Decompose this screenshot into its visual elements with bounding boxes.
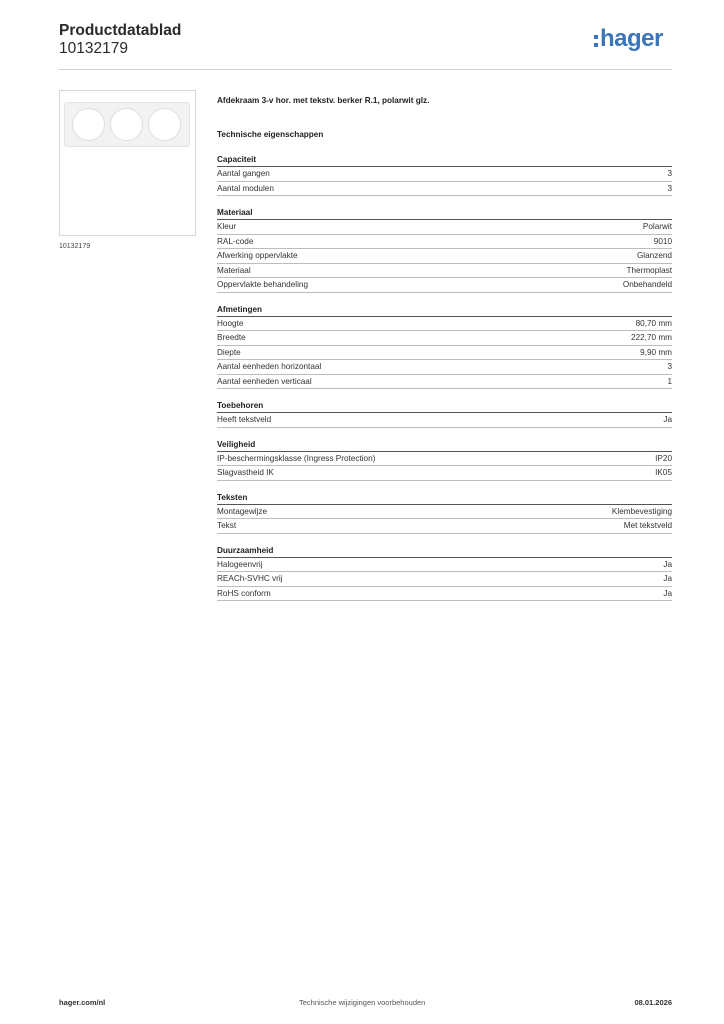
spec-label: Materiaal	[217, 265, 251, 275]
spec-value: 3	[667, 183, 672, 193]
spec-value: Ja	[663, 415, 672, 424]
hager-logo	[594, 27, 663, 51]
spec-value: Glanzend	[636, 251, 672, 260]
spec-label: Hoogte	[217, 318, 244, 328]
spec-row	[217, 249, 672, 264]
spec-value: 9010	[653, 236, 672, 246]
spec-label: IP-beschermingsklasse (Ingress Protection)	[217, 453, 376, 463]
footer-disclaimer: Technische wijzigingen voorbehouden	[299, 998, 426, 1007]
spec-row	[217, 505, 672, 520]
logo-text: hager	[600, 25, 663, 52]
spec-section	[217, 305, 672, 390]
spec-row	[217, 466, 672, 481]
spec-row	[217, 220, 672, 235]
spec-label: Aantal gangen	[217, 169, 270, 178]
spec-value: Ja	[663, 574, 672, 583]
spec-section	[217, 401, 672, 428]
spec-row	[217, 235, 672, 250]
spec-row	[217, 360, 672, 375]
section-title: Materiaal	[217, 208, 672, 220]
spec-value: IP20	[655, 453, 672, 463]
spec-row	[217, 375, 672, 390]
spec-label: Oppervlakte behandeling	[217, 280, 309, 289]
spec-label: REACh-SVHC vrij	[217, 574, 283, 583]
spec-value: 3	[667, 169, 672, 178]
image-caption: 10132179	[59, 243, 91, 250]
product-specs	[217, 95, 672, 601]
section-title: Afmetingen	[217, 305, 672, 317]
spec-row	[217, 558, 672, 573]
spec-label: Aantal modulen	[217, 183, 274, 193]
spec-value: Onbehandeld	[622, 280, 672, 289]
spec-label: Diepte	[217, 347, 241, 357]
section-title: Capaciteit	[217, 155, 672, 167]
spec-row	[217, 331, 672, 346]
spec-label: RoHS conform	[217, 588, 271, 598]
spec-label: Slagvastheid IK	[217, 468, 274, 477]
technical-properties-heading: Technische eigenschappen	[217, 130, 324, 139]
spec-value: 80,70 mm	[635, 318, 672, 328]
spec-row	[217, 182, 672, 197]
spec-section	[217, 546, 672, 602]
spec-label: Breedte	[217, 333, 246, 342]
spec-value: Ja	[663, 588, 672, 598]
spec-section	[217, 440, 672, 481]
document-number: 10132179	[59, 40, 128, 57]
spec-value: Thermoplast	[626, 265, 672, 275]
document-header	[59, 22, 181, 58]
spec-value: Polarwit	[642, 222, 672, 231]
frame-opening-2	[110, 108, 143, 141]
cover-frame-illustration	[64, 102, 190, 147]
frame-opening-3	[148, 108, 181, 141]
footer-date: 08.01.2026	[634, 998, 672, 1007]
spec-label: Aantal eenheden horizontaal	[217, 362, 322, 371]
spec-value: IK05	[655, 468, 672, 477]
spec-label: Kleur	[217, 222, 237, 231]
spec-section	[217, 155, 672, 196]
spec-label: Aantal eenheden verticaal	[217, 376, 312, 386]
spec-label: Montagewijze	[217, 506, 268, 516]
spec-row	[217, 519, 672, 534]
spec-section	[217, 493, 672, 534]
spec-row	[217, 572, 672, 587]
section-title: Teksten	[217, 493, 672, 505]
spec-value: Ja	[663, 559, 672, 569]
spec-value: 222,70 mm	[631, 333, 672, 342]
spec-value: Klembevestiging	[611, 506, 672, 516]
spec-value: 3	[667, 362, 672, 371]
spec-row	[217, 264, 672, 279]
spec-row	[217, 346, 672, 361]
logo-dots-icon	[594, 35, 598, 47]
section-title: Duurzaamheid	[217, 546, 672, 558]
spec-row	[217, 452, 672, 467]
section-title: Toebehoren	[217, 401, 672, 413]
header-divider	[59, 69, 672, 70]
spec-row	[217, 278, 672, 293]
spec-row	[217, 317, 672, 332]
spec-row	[217, 587, 672, 602]
section-title: Veiligheid	[217, 440, 672, 452]
spec-label: Halogeenvrij	[217, 559, 263, 569]
spec-row	[217, 167, 672, 182]
spec-section	[217, 208, 672, 293]
product-title: Afdekraam 3-v hor. met tekstv. berker R.1, polarwit glz.	[217, 96, 430, 105]
spec-sections	[217, 155, 672, 601]
spec-label: RAL-code	[217, 236, 254, 246]
spec-label: Heeft tekstveld	[217, 415, 272, 424]
spec-label: Tekst	[217, 521, 237, 530]
spec-value: Met tekstveld	[623, 521, 672, 530]
document-title: Productdatablad	[59, 22, 182, 39]
frame-opening-1	[72, 108, 105, 141]
spec-value: 9,90 mm	[640, 347, 672, 357]
spec-label: Afwerking oppervlakte	[217, 251, 298, 260]
spec-row	[217, 413, 672, 428]
footer-website-link[interactable]: hager.com/nl	[59, 998, 106, 1007]
product-image	[59, 90, 196, 236]
spec-value: 1	[667, 376, 672, 386]
